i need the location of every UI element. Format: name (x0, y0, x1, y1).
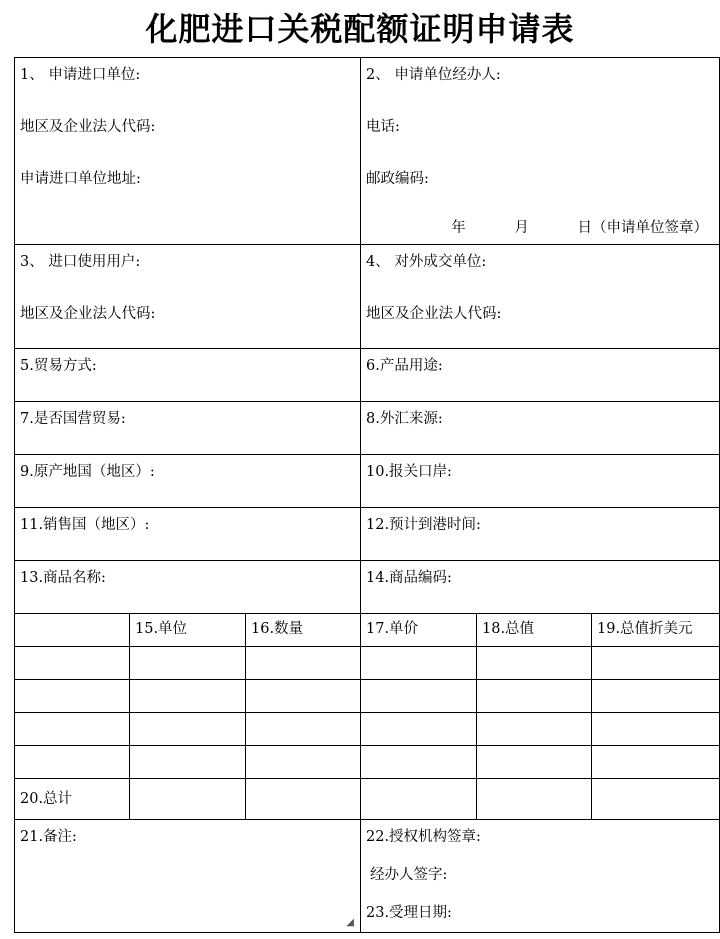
arrival-time-label: 12.预计到港时间: (366, 517, 481, 533)
grid-cell[interactable] (15, 746, 130, 779)
grid-header-cell (592, 614, 720, 647)
grid-cell[interactable] (130, 713, 246, 746)
end-user-section[interactable] (15, 245, 361, 349)
forex-source-field[interactable] (361, 402, 720, 455)
unit-price-header: 17.单价 (366, 621, 419, 637)
grid-cell[interactable] (477, 647, 592, 680)
table-row (15, 713, 720, 746)
origin-country-field[interactable] (15, 455, 361, 508)
usd-total-header: 19.总值折美元 (597, 621, 693, 637)
arrival-time-field[interactable] (361, 508, 720, 561)
grid-cell[interactable] (592, 680, 720, 713)
grid-cell[interactable] (361, 779, 477, 820)
sales-country-field[interactable] (15, 508, 361, 561)
resize-handle-icon[interactable]: ◢ (346, 917, 354, 928)
grid-header-cell (130, 614, 246, 647)
remarks-label: 21.备注: (20, 829, 77, 845)
applicant-date-seal (366, 214, 714, 242)
grid-cell[interactable] (477, 746, 592, 779)
grid-cell[interactable] (477, 779, 592, 820)
grid-cell[interactable] (477, 680, 592, 713)
product-use-label: 6.产品用途: (366, 358, 443, 374)
grid-cell[interactable] (15, 680, 130, 713)
forex-source-label: 8.外汇来源: (366, 411, 443, 427)
customs-port-label: 10.报关口岸: (366, 464, 452, 480)
handler-label: 2、 申请单位经办人: (366, 67, 501, 83)
applicant-section[interactable] (15, 58, 361, 245)
counterparty-label: 4、 对外成交单位: (366, 254, 487, 270)
end-user-label: 3、 进口使用用户: (20, 254, 141, 270)
authority-section[interactable] (361, 820, 720, 933)
grid-cell[interactable] (592, 647, 720, 680)
grid-cell[interactable] (592, 746, 720, 779)
grid-cell[interactable] (246, 746, 361, 779)
state-trade-field[interactable] (15, 402, 361, 455)
commodity-code-field[interactable] (361, 561, 720, 614)
grid-header-cell (15, 614, 130, 647)
counterparty-code-label: 地区及企业法人代码: (366, 306, 502, 322)
total-label-cell (15, 779, 130, 820)
grid-header-cell (246, 614, 361, 647)
grid-header-row (15, 614, 720, 647)
total-label: 20.总计 (20, 791, 73, 807)
grid-cell[interactable] (592, 779, 720, 820)
state-trade-label: 7.是否国营贸易: (20, 411, 126, 427)
phone-label: 电话: (366, 119, 400, 135)
grid-cell[interactable] (15, 647, 130, 680)
grid-cell[interactable] (246, 779, 361, 820)
grid-header-cell (477, 614, 592, 647)
applicant-code-label: 地区及企业法人代码: (20, 119, 156, 135)
handler-section[interactable] (361, 58, 720, 245)
trade-mode-field[interactable] (15, 349, 361, 402)
grid-cell[interactable] (130, 746, 246, 779)
date-month-label: 月 (514, 220, 529, 236)
grid-cell[interactable] (246, 647, 361, 680)
trade-mode-label: 5.贸易方式: (20, 358, 97, 374)
grid-cell[interactable] (130, 647, 246, 680)
accept-date-label: 23.受理日期: (366, 905, 452, 921)
grid-cell[interactable] (361, 647, 477, 680)
product-use-field[interactable] (361, 349, 720, 402)
total-row (15, 779, 720, 820)
end-user-code-label: 地区及企业法人代码: (20, 306, 156, 322)
grid-cell[interactable] (361, 746, 477, 779)
table-row (15, 680, 720, 713)
origin-country-label: 9.原产地国（地区）: (20, 464, 155, 480)
customs-port-field[interactable] (361, 455, 720, 508)
date-year-label: 年 (451, 220, 466, 236)
counterparty-section[interactable] (361, 245, 720, 349)
grid-header-cell (361, 614, 477, 647)
commodity-name-label: 13.商品名称: (20, 570, 106, 586)
postcode-label: 邮政编码: (366, 171, 429, 187)
authority-seal-label: 22.授权机构签章: (366, 829, 481, 845)
applicant-address-label: 申请进口单位地址: (20, 171, 141, 187)
handler-sign-label: 经办人签字: (370, 867, 448, 883)
grid-cell[interactable] (15, 713, 130, 746)
grid-cell[interactable] (246, 680, 361, 713)
date-day-seal-label: 日（申请单位签章） (577, 220, 709, 236)
commodity-name-field[interactable] (15, 561, 361, 614)
form-title: 化肥进口关税配额证明申请表 (145, 10, 575, 48)
remarks-field[interactable] (15, 820, 361, 933)
grid-cell[interactable] (130, 779, 246, 820)
application-form (14, 57, 720, 933)
total-value-header: 18.总值 (482, 621, 535, 637)
table-row (15, 746, 720, 779)
grid-cell[interactable] (592, 713, 720, 746)
grid-cell[interactable] (477, 713, 592, 746)
applicant-unit-label: 1、 申请进口单位: (20, 67, 141, 83)
sales-country-label: 11.销售国（地区）: (20, 517, 150, 533)
grid-cell[interactable] (361, 713, 477, 746)
grid-cell[interactable] (130, 680, 246, 713)
unit-header: 15.单位 (135, 621, 188, 637)
quantity-header: 16.数量 (251, 621, 304, 637)
grid-cell[interactable] (361, 680, 477, 713)
table-row (15, 647, 720, 680)
grid-cell[interactable] (246, 713, 361, 746)
commodity-code-label: 14.商品编码: (366, 570, 452, 586)
